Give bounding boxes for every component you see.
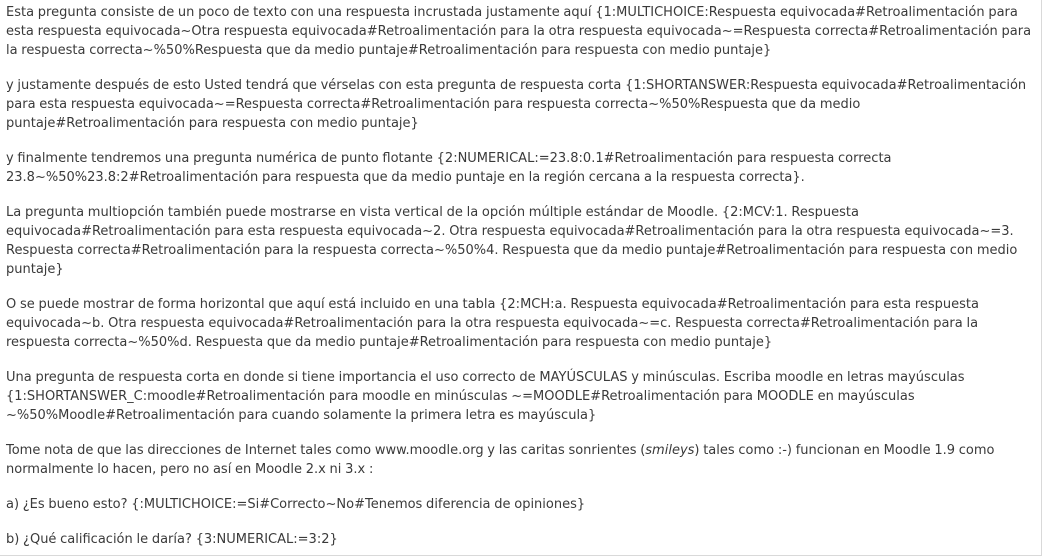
paragraph-shortanswer-case (6, 368, 1035, 425)
notice-text-after: ) tales como :-) funcionan en Moodle 1.9 como normalmente lo hacen, pero no así en Moodle 2.x ni 3.x : (6, 443, 995, 477)
paragraph-multichoice (6, 3, 1035, 60)
paragraph-text: y justamente después de esto Usted tendrá que vérselas con esta pregunta de respuesta corta {1:SHORTANSWER:Respuesta equivocada#Retroalimentación para esta respuesta equivocada~=Respuesta correcta#Retroalimentación para respuesta correcta~%50%Respuesta que da medio puntaje#Retroalimentación para respuesta con medio puntaje} (6, 78, 1027, 131)
paragraph-numerical (6, 149, 1035, 187)
question-b (6, 530, 1035, 549)
question-a (6, 495, 1035, 514)
notice-text-before: Tome nota de que las direcciones de Internet tales como www.moodle.org y las caritas sonrientes ( (6, 443, 646, 458)
question-a-text: a) ¿Es bueno esto? {:MULTICHOICE:=Si#Correcto~No#Tenemos diferencia de opiniones} (6, 497, 586, 512)
paragraph-shortanswer (6, 76, 1035, 133)
notice-emphasis: smileys (645, 443, 695, 458)
paragraph-mcv (6, 203, 1035, 279)
question-b-text: b) ¿Qué calificación le daría? {3:NUMERICAL:=3:2} (6, 532, 338, 547)
paragraph-text: Una pregunta de respuesta corta en donde si tiene importancia el uso correcto de MAYÚSCULAS y minúsculas. Escriba moodle en letras mayúsculas {1:SHORTANSWER_C:moodle#Retroalimentación para moodle en minúsculas ~=MOODLE#Retroalimentación para MOODLE en mayúsculas ~%50%Moodle#Retroalimentación para cuando solamente la primera letra es mayúscula} (6, 370, 965, 423)
paragraph-text: La pregunta multiopción también puede mostrarse en vista vertical de la opción múltiple estándar de Moodle. {2:MCV:1. Respuesta equivocada#Retroalimentación para esta respuesta equivocada~2. Otra respuesta equivocada#Retroalimentación para la otra respuesta equivocada~=3. Respuesta correcta#Retroalimentación para la respuesta correcta~%50%4. Respuesta que da medio puntaje#Retroalimentación para respuesta con medio puntaje} (6, 205, 1018, 277)
paragraph-text: O se puede mostrar de forma horizontal que aquí está incluido en una tabla {2:MCH:a. Respuesta equivocada#Retroalimentación para esta respuesta equivocada~b. Otra respuesta equivocada#Retroalimentación para la otra respuesta equivocada~=c. Respuesta correcta#Retroalimentación para la respuesta correcta~%50%d. Respuesta que da medio puntaje#Retroalimentación para respuesta con medio puntaje} (6, 297, 979, 350)
paragraph-text: Esta pregunta consiste de un poco de texto con una respuesta incrustada justamente aquí {1:MULTICHOICE:Respuesta equivocada#Retroalimentación para esta respuesta equivocada~Otra respuesta equivocada#Retroalimentación para la otra respuesta equivocada~=Respuesta correcta#Retroalimentación para la respuesta correcta~%50%Respuesta que da medio puntaje#Retroalimentación para respuesta con medio puntaje} (6, 5, 1032, 58)
paragraph-mch (6, 295, 1035, 352)
paragraph-notice (6, 441, 1035, 479)
paragraph-text: y finalmente tendremos una pregunta numérica de punto flotante {2:NUMERICAL:=23.8:0.1#Retroalimentación para respuesta correcta 23.8~%50%23.8:2#Retroalimentación para respuesta que da medio puntaje en la región cercana a la respuesta correcta}. (6, 151, 892, 185)
